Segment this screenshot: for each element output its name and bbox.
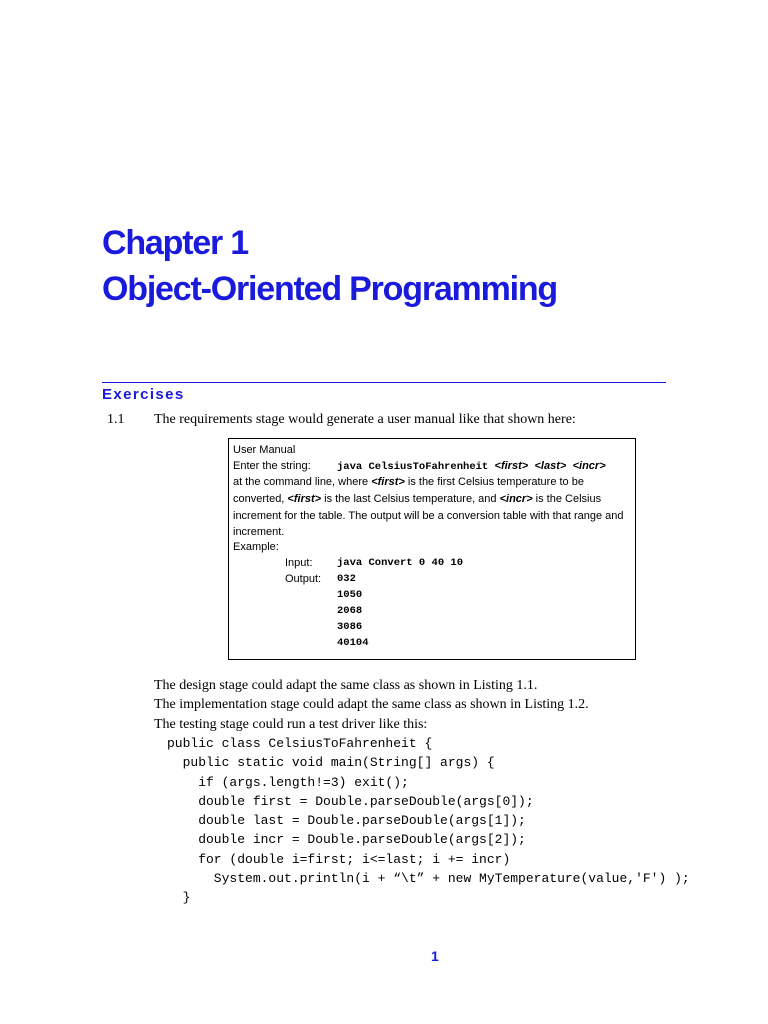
- code-line: double last = Double.parseDouble(args[1]);: [167, 813, 526, 829]
- code-line: System.out.println(i + “\t” + new MyTemperature(value,'F') );: [167, 871, 690, 887]
- body-line: The implementation stage could adapt the same class as shown in Listing 1.2.: [154, 697, 589, 713]
- code-line: public static void main(String[] args) {: [167, 755, 495, 771]
- input-value: java Convert 0 40 10: [337, 557, 464, 570]
- user-manual-box: [228, 438, 636, 660]
- chapter-title: Object-Oriented Programming: [102, 270, 558, 308]
- output-line: 3086: [337, 620, 363, 633]
- page-number: 1: [431, 948, 439, 964]
- example-input-row: [233, 556, 629, 572]
- code-line: public class CelsiusToFahrenheit {: [167, 736, 433, 751]
- output-line: 032: [337, 573, 356, 586]
- output-line: 40104: [337, 636, 369, 649]
- code-line: }: [167, 890, 191, 906]
- code-listing: [167, 734, 690, 908]
- output-line: 1050: [337, 589, 363, 602]
- manual-description: at the command line, where <first> is the first Celsius temperature to be converted, <first> is the last Celsius temperature, and <incr> is the Celsius increment for the table. The output will be a conversion table with that range and increment.: [233, 475, 624, 538]
- example-output-row: [233, 572, 629, 588]
- body-text: [154, 676, 589, 734]
- output-line: 2068: [337, 605, 363, 618]
- code-line: if (args.length!=3) exit();: [167, 774, 409, 790]
- manual-enter-row: [233, 459, 629, 475]
- section-title: Exercises: [102, 386, 185, 403]
- output-label: Output:: [285, 573, 322, 586]
- body-line: The testing stage could run a test driver like this:: [154, 716, 428, 732]
- manual-title: User Manual: [233, 444, 296, 456]
- chapter-number: Chapter 1: [102, 224, 249, 262]
- code-line: double incr = Double.parseDouble(args[2]);: [167, 832, 526, 848]
- example-label: Example:: [233, 541, 279, 554]
- input-label: Input:: [285, 557, 313, 570]
- enter-label: Enter the string:: [233, 459, 311, 472]
- command-string: java CelsiusToFahrenheit <first> <last> <incr>: [337, 459, 606, 473]
- chapter-heading: [102, 220, 557, 312]
- body-line: The design stage could adapt the same class as shown in Listing 1.1.: [154, 678, 538, 693]
- exercise-number: 1.1: [107, 412, 125, 427]
- exercise-intro: The requirements stage would generate a user manual like that shown here:: [154, 412, 576, 427]
- code-line: double first = Double.parseDouble(args[0]);: [167, 793, 534, 809]
- section-rule: [102, 382, 666, 383]
- code-line: for (double i=first; i<=last; i += incr): [167, 851, 511, 867]
